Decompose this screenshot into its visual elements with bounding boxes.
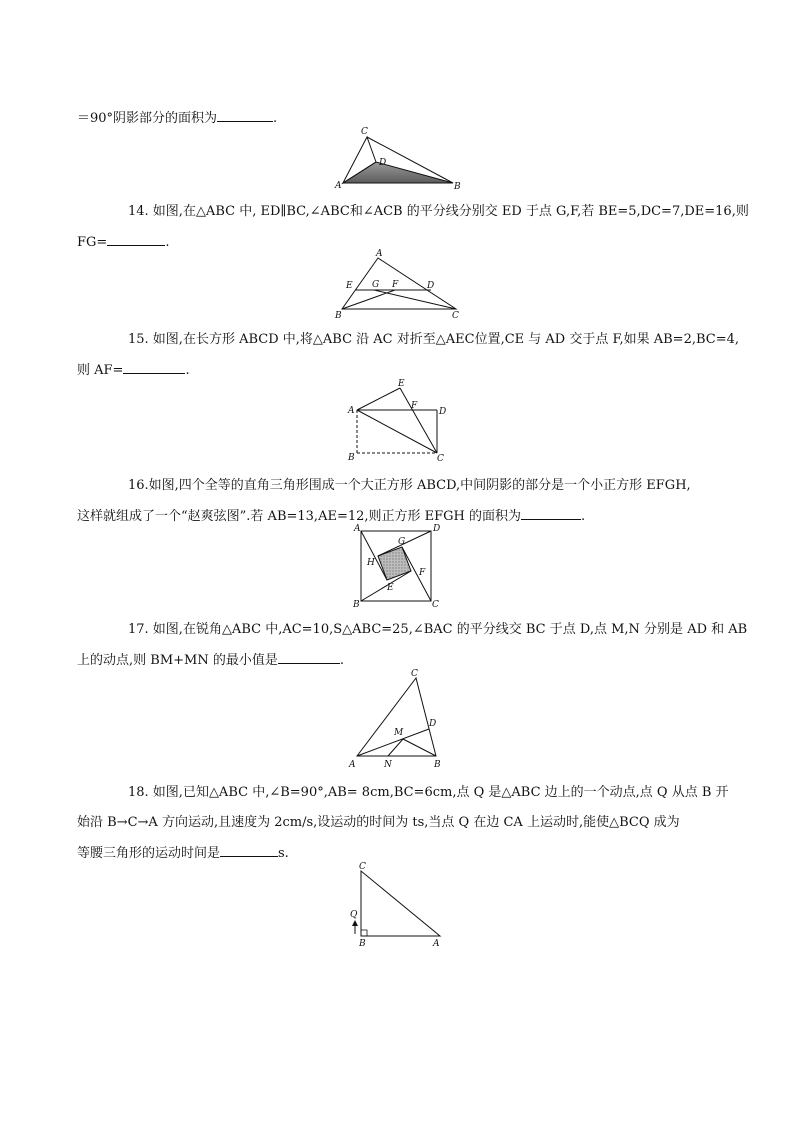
label-g: G xyxy=(398,537,406,547)
q15-answer-blank[interactable] xyxy=(123,361,185,374)
label-d: D xyxy=(427,281,435,291)
square-efgh xyxy=(378,547,411,580)
q17-text-2: 上的动点,则 BM+MN 的最小值是 xyxy=(77,653,278,668)
q17-line1 xyxy=(128,622,747,638)
label-a: A xyxy=(433,939,440,949)
triangle-abc xyxy=(361,871,440,936)
label-d: D xyxy=(379,158,387,168)
figure-14 xyxy=(334,248,464,321)
label-d: D xyxy=(439,407,447,417)
q14-line2 xyxy=(77,233,169,251)
q16-line1 xyxy=(128,478,691,494)
arrow-head-icon xyxy=(352,920,358,926)
label-b: B xyxy=(454,182,461,192)
q16-line2 xyxy=(77,507,585,525)
q18-answer-blank[interactable] xyxy=(220,844,278,857)
q14-text-2: FG= xyxy=(77,235,108,250)
q13-answer-blank[interactable] xyxy=(217,109,273,122)
bisector-c xyxy=(374,290,456,309)
q13-end: . xyxy=(273,111,278,126)
triangle-abc xyxy=(342,258,456,309)
label-c: C xyxy=(452,311,459,321)
label-a: A xyxy=(354,524,361,534)
q17-line2 xyxy=(77,651,344,669)
q16-text: 16.如图,四个全等的直角三角形围成一个大正方形 ABCD,中间阴影的部分是一个小正方形 EFGH, xyxy=(128,478,691,493)
q17-text: 17. 如图,在锐角△ABC 中,AC=10,S△ABC=25,∠BAC 的平分线交 BC 于点 D,点 M,N 分别是 AD 和 AB xyxy=(128,622,748,637)
label-e: E xyxy=(398,379,405,389)
q13-line xyxy=(77,109,277,127)
label-b: B xyxy=(434,760,441,770)
label-f: F xyxy=(419,568,426,578)
q18-text-2: 始沿 B→C→A 方向运动,且速度为 2cm/s,设运动的时间为 ts,当点 Q 在边 CA 上运动时,能使△BCQ 成为 xyxy=(77,815,680,830)
triangle-abc xyxy=(357,678,436,756)
label-f: F xyxy=(411,401,418,411)
label-n: N xyxy=(384,760,392,770)
figure-17 xyxy=(347,667,457,777)
q13-text: ＝90°阴影部分的面积为 xyxy=(77,111,218,126)
q15-line2 xyxy=(77,361,190,379)
q17-end: . xyxy=(339,653,344,668)
label-b: B xyxy=(353,600,360,610)
label-q: Q xyxy=(350,910,358,920)
q18-line2 xyxy=(77,815,680,831)
label-c: C xyxy=(432,600,439,610)
right-angle-mark xyxy=(361,930,367,936)
label-c: C xyxy=(359,862,366,872)
figure-13 xyxy=(330,122,470,192)
segment-ae xyxy=(357,388,400,410)
q17-answer-blank[interactable] xyxy=(278,651,340,664)
label-d: D xyxy=(433,524,441,534)
q15-text-2: 则 AF= xyxy=(77,363,124,378)
label-c: C xyxy=(411,669,418,679)
figure-15 xyxy=(344,378,454,468)
q18-line1 xyxy=(128,785,729,801)
label-g: G xyxy=(372,280,380,290)
label-b: B xyxy=(359,939,366,949)
q14-answer-blank[interactable] xyxy=(107,233,165,246)
figure-16 xyxy=(350,522,450,612)
label-d: D xyxy=(429,719,437,729)
label-c: C xyxy=(361,127,368,137)
label-a: A xyxy=(349,760,356,770)
q16-end: . xyxy=(581,509,586,524)
q15-text: 15. 如图,在长方形 ABCD 中,将△ABC 沿 AC 对折至△AEC位置,CE 与 AD 交于点 F,如果 AB=2,BC=4, xyxy=(128,332,740,347)
q14-text: 14. 如图,在△ABC 中, ED∥BC,∠ABC和∠ACB 的平分线分别交 ED 于点 G,F,若 BE=5,DC=7,DE=16,则 xyxy=(128,204,749,219)
label-c: C xyxy=(437,454,444,464)
q18-text: 18. 如图,已知△ABC 中,∠B=90°,AB= 8cm,BC=6cm,点 Q 是△ABC 边上的一个动点,点 Q 从点 B 开 xyxy=(128,785,729,800)
label-e: E xyxy=(387,583,394,593)
label-f: F xyxy=(392,280,399,290)
label-e: E xyxy=(346,281,353,291)
label-b: B xyxy=(348,453,355,463)
label-a: A xyxy=(335,181,342,191)
q16-answer-blank[interactable] xyxy=(521,507,581,520)
q14-end: . xyxy=(165,235,170,250)
q14-line1 xyxy=(128,204,749,220)
segment-bm xyxy=(403,739,436,756)
figure-18 xyxy=(344,860,454,950)
label-m: M xyxy=(394,728,404,738)
label-a: A xyxy=(348,406,355,416)
q15-end: . xyxy=(185,363,190,378)
q16-text-2: 这样就组成了一个“赵爽弦图”.若 AB=13,AE=12,则正方形 EFGH 的面积为 xyxy=(77,509,522,524)
label-a: A xyxy=(376,249,383,259)
q15-line1 xyxy=(128,332,739,348)
label-b: B xyxy=(335,311,342,321)
q18-text-3: 等腰三角形的运动时间是 xyxy=(77,846,221,861)
label-h: H xyxy=(367,558,375,568)
q18-end: s. xyxy=(278,846,289,861)
q18-line3 xyxy=(77,844,289,862)
